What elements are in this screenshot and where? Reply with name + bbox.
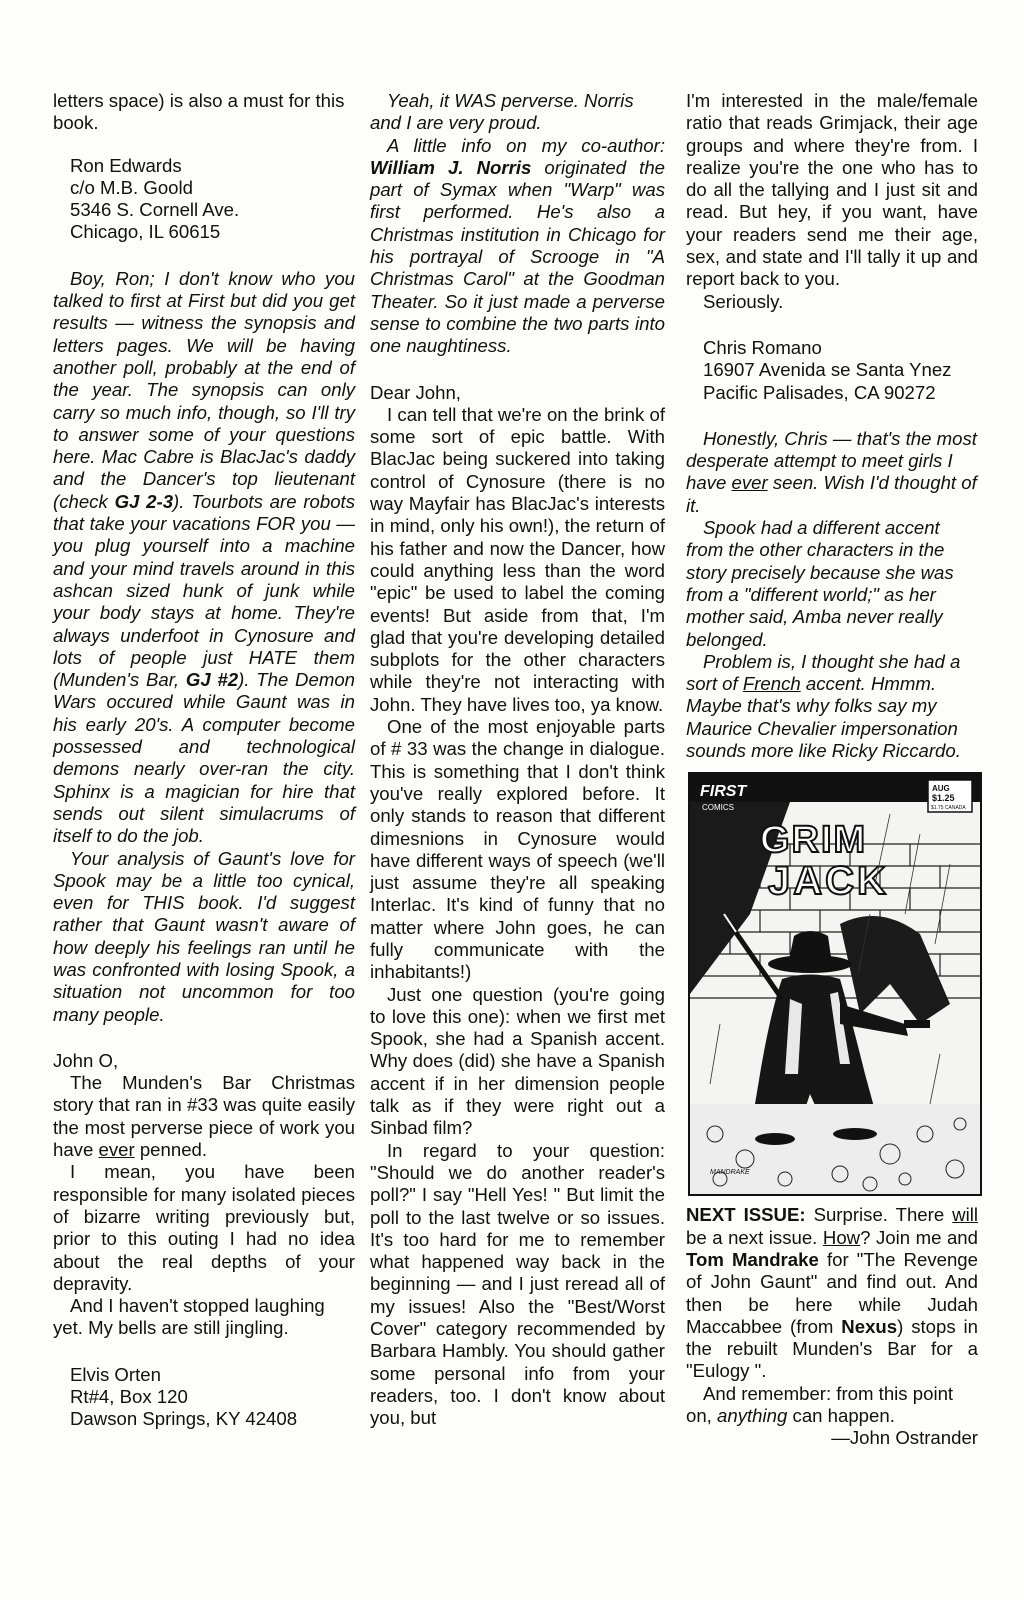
address-line: c/o M.B. Goold (70, 176, 193, 198)
address-block-ron-edwards (53, 155, 355, 244)
column-right (686, 90, 978, 1450)
cover-month: AUG (932, 784, 950, 794)
series-name: Nexus (841, 1315, 898, 1337)
editor-reply-coauthor (370, 135, 665, 358)
emphasis-word: anything (717, 1404, 788, 1426)
reply-text: ). Tourbots are robots that take your vacations FOR you — you plug yourself into a machine and your mind travels around in this ashcan sized hunk of junk while your body stays at home. They're always underfoot in Cynosure and lots of people just HATE them (Munden's Bar, (53, 490, 356, 691)
next-issue-label: NEXT ISSUE: (686, 1204, 806, 1226)
reply-ref: GJ #2 (185, 669, 239, 691)
reply-text: originated the part of Symax when "Warp" was first performed. He's also a Christmas institution in Chicago for his portrayal of Scrooge in "A Christmas Carol" at the Goodman Theater. So it just made a perverse sense to combine the two parts into one naughtiness. (370, 156, 666, 357)
signoff: —John Ostrander (831, 1427, 978, 1449)
column-left (53, 90, 355, 1431)
creator-name: Tom Mandrake (686, 1248, 819, 1270)
letter-paragraph: One of the most enjoyable parts of # 33 was the change in dialogue. This is something that I don't think you've really explored before. It only stands to reason that different dimesnions in Cynosure would have different ways of speech (we'll just assume they're all speaking Interlac. It's kind of funny that no matter where John goes, he can fully communicate with the inhabitants!) (370, 716, 665, 983)
cover-canada-price: $1.75 CANADA (931, 805, 966, 812)
reply-text: ). The Demon Wars occured while Gaunt was in his early 20's. A computer become possessed and technological demons nearly over-ran the city. Sphinx is a magician for hire that sends out silent simulacrums of itself to do the job. (53, 669, 356, 847)
letter-text: penned. (139, 1139, 208, 1161)
next-text: ? Join me and (860, 1226, 978, 1248)
letter-paragraph: I'm interested in the male/female ratio that reads Grimjack, their age groups and where they're from. I realize you're the one who has to do all the tallying and I just sit and read. But hey, if you want, have your readers send me their age, sex, and state and I'll tally it up and report back to you. (686, 90, 978, 290)
publisher-sub: COMICS (702, 803, 734, 813)
grimjack-cover-image (688, 772, 982, 1196)
underlined-word: ever (731, 472, 768, 494)
letter-paragraph: Seriously. (703, 290, 784, 312)
reply-text: accent. Hmmm. Maybe that's why folks say my Maurice Chevalier impersonation sounds more like Ricky Riccardo. (686, 673, 961, 762)
editor-reply-spook: Your analysis of Gaunt's love for Spook may be a little too cynical, even for THIS book. I'd suggest rather that Gaunt wasn't aware of how deeply his feelings ran until he was confronted with losing Spook, a situation not uncommon for too many people. (53, 847, 355, 1025)
editor-reply-ron (53, 268, 355, 848)
letter-paragraph: In regard to your question: "Should we do another reader's poll?" I say "Hell Yes! " But limit the poll to the last twelve or so issues. It's too hard for me to remember what happened way back in the beginning — and I just reread all of my issues! Also the "Best/Worst Cover" category recommended by Barbara Hambly. You should gather some personal info from your readers, too. I don't know about you, but (370, 1139, 665, 1429)
letter-paragraph: Just one question (you're going to love this one): when we first met Spook, she had a Spanish accent. Why does (did) she have a Spanish accent if in her dimension people talk as if they were right out a Sinbad film? (370, 983, 665, 1139)
reply-text: Problem is, I thought she had a sort of (686, 650, 961, 695)
next-text: be a next issue. (686, 1226, 818, 1248)
address-line: 16907 Avenida se Santa Ynez (703, 359, 952, 381)
remember-text: And remember: from this point on, (686, 1382, 954, 1426)
letter-paragraph: I mean, you have been responsible for many isolated pieces of bizarre writing previously but, prior to this outing I had no idea about the real depths of your depravity. (53, 1161, 355, 1294)
next-text: for "The Revenge of John Gaunt" and find out. And then be here while Judah Maccabbee (from (686, 1248, 978, 1337)
underlined-word: How (822, 1226, 861, 1248)
letter-paragraph: And I haven't stopped laughing yet. My bells are still jingling. (53, 1295, 325, 1339)
coauthor-name: William J. Norris (370, 156, 532, 178)
address-block-chris-romano (686, 337, 978, 404)
next-issue-paragraph (686, 1204, 978, 1382)
artist-signature: MANDRAKE (710, 1169, 750, 1177)
editor-reply-french (686, 651, 978, 762)
remember-text: can happen. (792, 1404, 895, 1426)
address-line: 5346 S. Cornell Ave. (70, 199, 240, 221)
reply-text: seen. Wish I'd thought of it. (686, 472, 977, 516)
cover-title-bottom: JACK (768, 859, 889, 904)
cover-price: $1.25 (932, 793, 955, 804)
letter-ending: letters space) is also a must for this book. (53, 90, 345, 134)
reply-text: A little info on my co-author: (387, 134, 665, 156)
letter-paragraph: I can tell that we're on the brink of some sort of epic battle. With BlacJac being suckered into taking control of Cynosure (there is no way Mayfair has BlacJac's interests in mind, only his own!), the return of his father and now the Dancer, how could anything less than the word "epic" be used to label the coming events! But aside from that, I'm glad that you're developing detailed subplots for the other characters while they're not interacting with John. They have lives too, ya know. (370, 403, 665, 715)
next-text: ) stops in the rebuilt Munden's Bar for a "Eulogy ". (686, 1315, 978, 1382)
address-line: Chris Romano (703, 336, 822, 358)
address-line: Chicago, IL 60615 (70, 221, 221, 243)
editor-reply-perverse: Yeah, it WAS perverse. Norris and I are very proud. (370, 90, 634, 134)
address-line: Pacific Palisades, CA 90272 (703, 381, 936, 403)
address-line: Dawson Springs, KY 42408 (70, 1408, 298, 1430)
reply-text: Boy, Ron; I don't know who you talked to first at First but did you get results — witness the synopsis and letters pages. We will be having another poll, probably at the end of the year. The synopsis can only carry so much info, though, so I'll try to answer some of your questions here. Mac Cabre is BlacJac's daddy and the Dancer's top lieutenant (check (53, 267, 355, 512)
remember-paragraph (686, 1383, 978, 1428)
letter-text: The Munden's Bar Christmas story that ran in #33 was quite easily the most perverse piece of work you have (53, 1072, 355, 1161)
underlined-word: will (952, 1204, 978, 1226)
column-middle (370, 90, 665, 1430)
cover-illustration (690, 774, 980, 1194)
address-line: Rt#4, Box 120 (70, 1386, 188, 1408)
underlined-word: French (742, 673, 801, 695)
publisher-logo: FIRST (700, 783, 747, 801)
letter-salutation: Dear John, (370, 381, 461, 403)
cover-title-top: GRIM (760, 819, 868, 862)
editor-reply-chris (686, 428, 978, 517)
reply-text: Honestly, Chris — that's the most desperate attempt to meet girls I have (686, 427, 977, 494)
address-line: Elvis Orten (70, 1363, 161, 1385)
letter-paragraph (53, 1072, 355, 1161)
address-block-elvis-orten (53, 1364, 355, 1431)
reply-ref: GJ 2-3 (114, 490, 174, 512)
next-text: Surprise. There (813, 1204, 945, 1226)
letter-salutation: John O, (53, 1049, 119, 1071)
address-line: Ron Edwards (70, 154, 182, 176)
editor-reply-accent: Spook had a different accent from the other characters in the story precisely because she was from a "different world;" as her mother said, Amba never really belonged. (686, 517, 954, 650)
underlined-word: ever (98, 1139, 135, 1161)
